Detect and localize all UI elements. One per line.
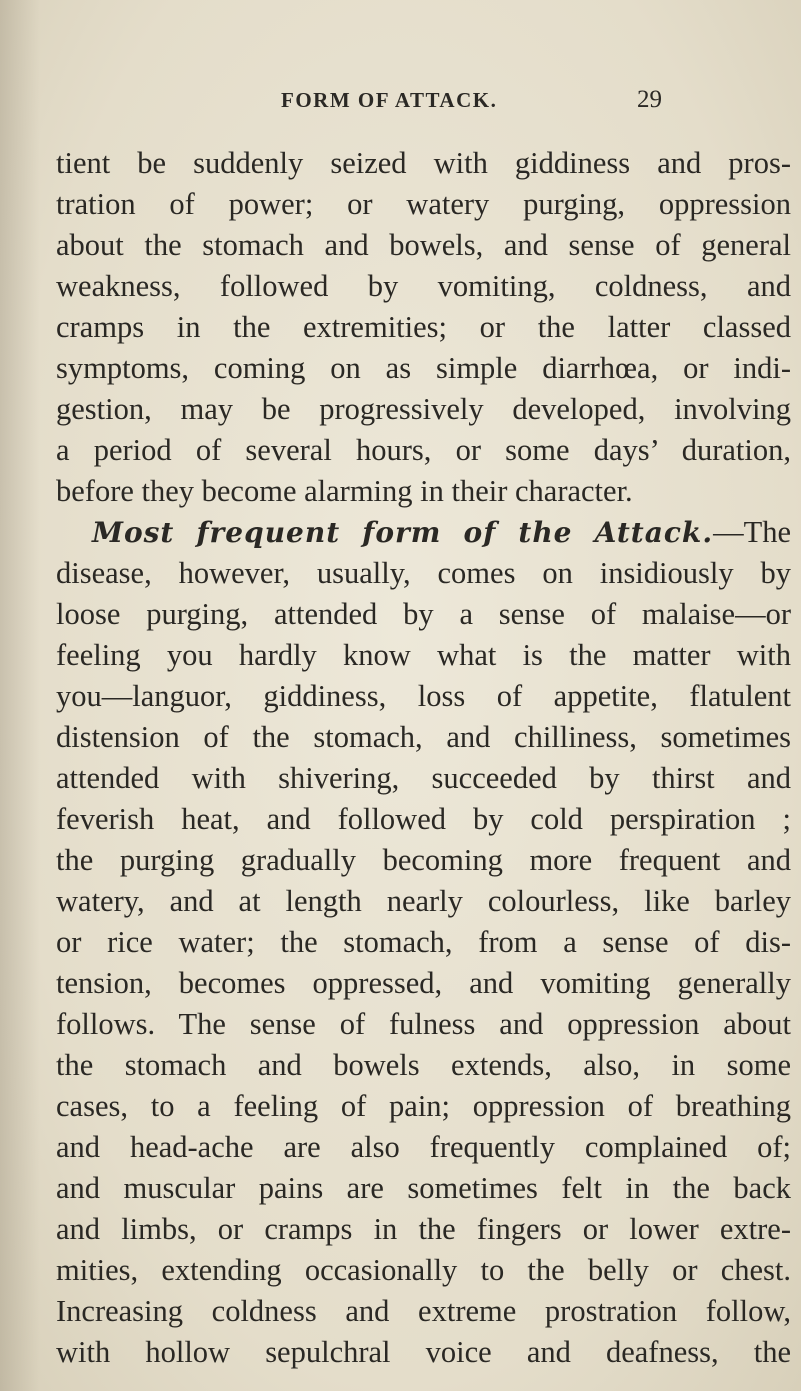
- running-title: FORM OF ATTACK.: [281, 88, 498, 112]
- text-line-11: disease, however, usually, comes on insidiously by: [56, 556, 791, 590]
- text-line-4: weakness, followed by vomiting, coldness, and: [56, 269, 791, 303]
- section-heading: Most frequent form of the Attack.: [92, 516, 714, 549]
- text-line-21: tension, becomes oppressed, and vomiting generally: [56, 966, 791, 1000]
- text-line-1: tient be suddenly seized with giddiness and pros-: [56, 146, 791, 180]
- section-heading-continuation: —The: [713, 515, 791, 549]
- text-line-2: tration of power; or watery purging, oppression: [56, 187, 791, 221]
- text-line-17: feverish heat, and followed by cold perspiration ;: [56, 802, 791, 836]
- text-line-8: a period of several hours, or some days’ duration,: [56, 433, 791, 467]
- text-line-24: cases, to a feeling of pain; oppression of breathing: [56, 1089, 791, 1123]
- text-line-26: and muscular pains are sometimes felt in the back: [56, 1171, 791, 1205]
- text-line-18: the purging gradually becoming more frequent and: [56, 843, 791, 877]
- page-gutter-shadow: [0, 0, 40, 1391]
- text-line-14: you—languor, giddiness, loss of appetite, flatulent: [56, 679, 791, 713]
- text-line-22: follows. The sense of fulness and oppression about: [56, 1007, 791, 1041]
- text-line-23: the stomach and bowels extends, also, in some: [56, 1048, 791, 1082]
- page-header: [0, 88, 801, 122]
- text-line-5: cramps in the extremities; or the latter classed: [56, 310, 791, 344]
- page-number: 29: [637, 86, 662, 113]
- text-line-9: before they become alarming in their character.: [56, 474, 633, 508]
- text-line-6: symptoms, coming on as simple diarrhœa, or indi-: [56, 351, 791, 385]
- text-line-13: feeling you hardly know what is the matter with: [56, 638, 791, 672]
- text-line-15: distension of the stomach, and chilliness, sometimes: [56, 720, 791, 754]
- text-line-29: Increasing coldness and extreme prostration follow,: [56, 1294, 791, 1328]
- text-line-19: watery, and at length nearly colourless, like barley: [56, 884, 791, 918]
- text-line-25: and head-ache are also frequently complained of;: [56, 1130, 791, 1164]
- text-line-20: or rice water; the stomach, from a sense of dis-: [56, 925, 791, 959]
- text-line-27: and limbs, or cramps in the fingers or lower extre-: [56, 1212, 791, 1246]
- section-heading-line: [92, 511, 791, 553]
- text-line-7: gestion, may be progressively developed, involving: [56, 392, 791, 426]
- text-line-16: attended with shivering, succeeded by thirst and: [56, 761, 791, 795]
- text-line-12: loose purging, attended by a sense of malaise—or: [56, 597, 791, 631]
- text-line-30: with hollow sepulchral voice and deafness, the: [56, 1335, 791, 1369]
- text-line-28: mities, extending occasionally to the belly or chest.: [56, 1253, 791, 1287]
- text-line-3: about the stomach and bowels, and sense of general: [56, 228, 791, 262]
